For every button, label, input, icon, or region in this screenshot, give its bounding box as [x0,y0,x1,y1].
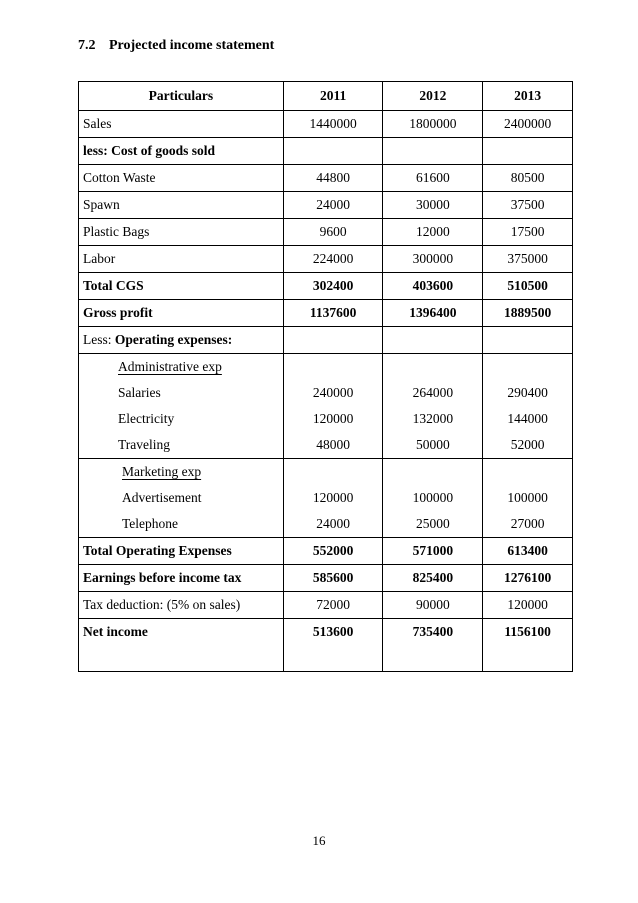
advertisement-2012: 100000 [412,490,454,505]
telephone-2011: 24000 [316,516,350,531]
cell-2013: 1276100 [503,570,552,585]
header-2013: 2013 [483,82,573,111]
cell-2012: 90000 [415,597,450,612]
cell-2013: 613400 [507,543,548,558]
row-label: Gross profit [83,305,153,320]
traveling-2011: 48000 [316,437,350,452]
table-row-net-income [79,619,573,646]
table-row-less-cgs [79,138,573,165]
row-label: Total CGS [83,278,144,293]
table-row-total-cgs [79,273,573,300]
cell-2012: 30000 [415,197,450,212]
cell-2011: 585600 [312,570,354,585]
cell-2012: 571000 [412,543,454,558]
cell-2012: 61600 [415,170,450,185]
table-row-tax-deduction [79,592,573,619]
cell-2011: 552000 [312,543,354,558]
section-number: 7.2 [78,38,96,53]
electricity-2013: 144000 [507,411,548,426]
electricity-2011: 120000 [312,411,354,426]
page-number: 16 [312,833,326,848]
electricity-2012: 132000 [412,411,454,426]
salaries-2013: 290400 [507,385,548,400]
row-label: Sales [83,116,112,131]
cell-2011: 24000 [316,197,350,212]
salaries-2012: 264000 [412,385,454,400]
salaries-2011: 240000 [312,385,354,400]
row-label: Earnings before income tax [83,570,242,585]
table-header-row [79,82,573,111]
salaries-label: Salaries [118,385,161,400]
cell-2012: 300000 [412,251,454,266]
table-row-cotton-waste [79,165,573,192]
cell-2013: 510500 [507,278,548,293]
cell-2011: 513600 [312,624,354,639]
table-group-administrative [79,354,573,459]
cell-2011: 72000 [316,597,350,612]
row-label: Spawn [83,197,120,212]
table-empty-row [79,645,573,672]
header-2012: 2012 [383,82,483,111]
telephone-label: Telephone [122,516,179,531]
cell-2013: 1889500 [503,305,552,320]
cell-2012: 403600 [412,278,454,293]
cell-2013: 2400000 [503,116,552,131]
cell-2013: 37500 [510,197,545,212]
row-label: Plastic Bags [83,224,150,239]
cell-2011: 44800 [316,170,350,185]
table-row-gross-profit [79,300,573,327]
table-row-labor [79,246,573,273]
cell-2011: 224000 [312,251,354,266]
cell-2011: 9600 [319,224,347,239]
cell-2012: 735400 [412,624,454,639]
traveling-label: Traveling [118,437,171,452]
header-2011: 2011 [283,82,383,111]
row-label: Labor [83,251,116,266]
table-row-sales [79,111,573,138]
advertisement-label: Advertisement [122,490,202,505]
section-title: Projected income statement [109,38,275,53]
cell-2012: 1396400 [409,305,457,320]
traveling-2013: 52000 [510,437,545,452]
admin-exp-label: Administrative exp [118,359,222,374]
row-label [79,327,283,353]
table-row-less-operating-expenses [79,327,573,354]
row-label: less: Cost of goods sold [83,143,216,158]
operating-expenses-label: Operating expenses: [114,332,233,347]
cell-2013: 375000 [507,251,548,266]
advertisement-2011: 120000 [312,490,354,505]
row-label: Cotton Waste [83,170,156,185]
cell-2013: 1156100 [504,624,551,639]
less-prefix: Less: [83,332,112,347]
table-row-plastic-bags [79,219,573,246]
telephone-2013: 27000 [510,516,545,531]
income-statement-table [78,81,573,672]
electricity-label: Electricity [118,411,175,426]
table-group-marketing [79,459,573,538]
table-row-earnings-before-tax [79,565,573,592]
cell-2011: 1440000 [309,116,357,131]
table-row-total-operating-expenses [79,538,573,565]
telephone-2012: 25000 [415,516,450,531]
marketing-exp-label: Marketing exp [122,464,202,479]
cell-2011: 302400 [312,278,354,293]
table-row-spawn [79,192,573,219]
row-label: Total Operating Expenses [83,543,232,558]
row-label: Tax deduction: (5% on sales) [83,597,241,612]
header-particulars: Particulars [148,88,214,103]
cell-2012: 12000 [415,224,450,239]
cell-2013: 120000 [507,597,548,612]
section-heading [78,38,274,54]
cell-2013: 17500 [510,224,545,239]
cell-2013: 80500 [510,170,545,185]
cell-2012: 1800000 [409,116,457,131]
cell-2011: 1137600 [309,305,357,320]
advertisement-2013: 100000 [507,490,548,505]
row-label: Net income [83,624,148,639]
cell-2012: 825400 [412,570,454,585]
traveling-2012: 50000 [415,437,450,452]
